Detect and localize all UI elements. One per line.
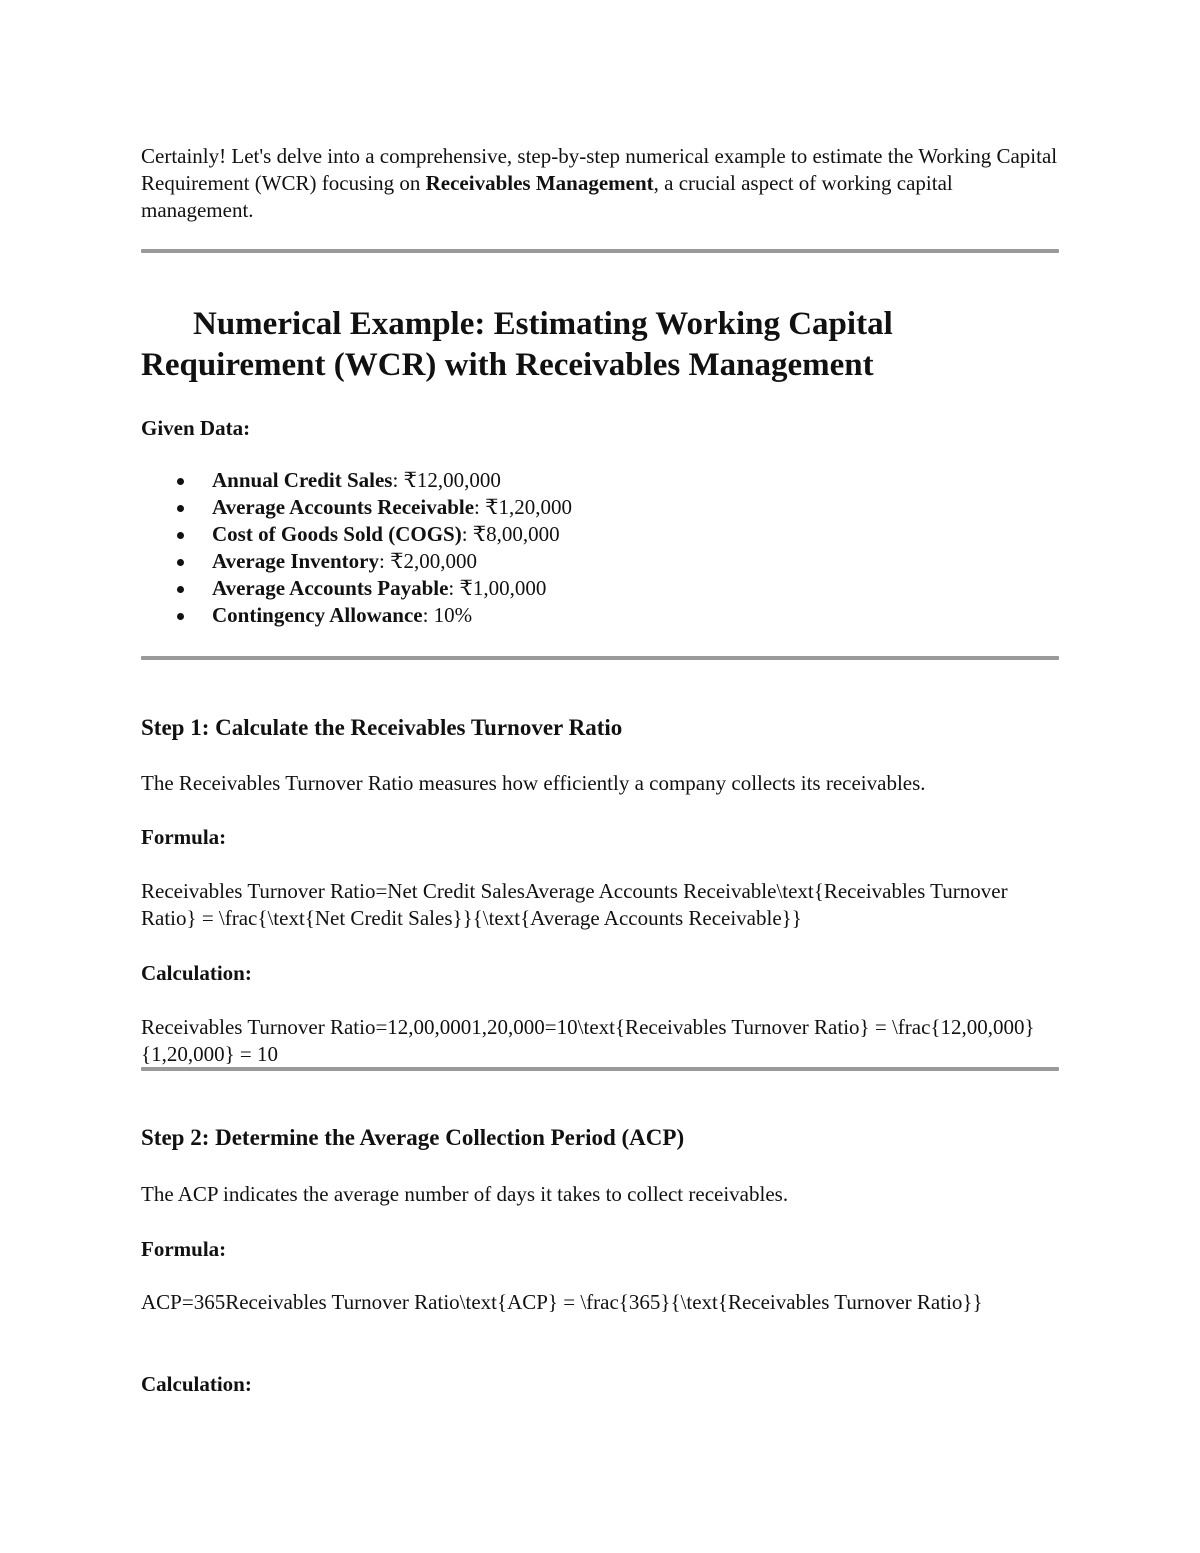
intro-text-before: Certainly! Let's delve into a comprehensive, step-by-step numerical example to estimate the Working Capital Requirement (WCR) focusing on — [141, 144, 1058, 195]
list-item — [141, 575, 572, 602]
bullet-icon — [177, 478, 184, 485]
step2-calculation-label: Calculation: — [141, 1372, 252, 1396]
step1-calculation: Receivables Turnover Ratio=12,00,0001,20,000=10\text{Receivables Turnover Ratio} = \frac{12,00,000}{1,20,000} = 10 — [141, 1015, 1035, 1066]
list-item-value: : 10% — [422, 603, 473, 627]
given-data-list — [141, 467, 572, 629]
bullet-icon — [177, 559, 184, 566]
list-item-value: : ₹1,20,000 — [474, 495, 572, 519]
horizontal-rule — [141, 656, 1059, 660]
step2-description: The ACP indicates the average number of days it takes to collect receivables. — [141, 1182, 789, 1206]
given-data-heading: Given Data: — [141, 416, 251, 440]
list-item-label: Annual Credit Sales — [212, 468, 393, 492]
list-item-label: Contingency Allowance — [212, 603, 423, 627]
list-item-value: : ₹12,00,000 — [392, 468, 501, 492]
page-title: Numerical Example: Estimating Working Capital Requirement (WCR) with Receivables Management — [141, 306, 893, 383]
horizontal-rule — [141, 1067, 1059, 1071]
list-item-value: : ₹1,00,000 — [448, 576, 547, 600]
bullet-icon — [177, 586, 184, 593]
list-item-value: : ₹2,00,000 — [379, 549, 477, 573]
intro-bold-term: Receivables Management — [425, 171, 654, 195]
intro-paragraph — [141, 143, 1061, 224]
intro-text-after: , a crucial aspect of working capital management. — [141, 171, 953, 222]
horizontal-rule — [141, 249, 1059, 253]
step2-formula-label: Formula: — [141, 1237, 227, 1261]
bullet-icon — [177, 505, 184, 512]
list-item — [141, 602, 572, 629]
list-item-label: Average Accounts Receivable — [212, 495, 475, 519]
list-item — [141, 494, 572, 521]
list-item-label: Average Inventory — [212, 549, 379, 573]
list-item-value: : ₹8,00,000 — [461, 522, 560, 546]
list-item — [141, 467, 572, 494]
list-item-label: Cost of Goods Sold (COGS) — [212, 522, 462, 546]
step1-formula: Receivables Turnover Ratio=Net Credit SalesAverage Accounts Receivable\text{Receivables Turnover Ratio} = \frac{\text{Net Credit Sales}}{\text{Average Accounts Receivable}} — [141, 879, 1008, 930]
bullet-icon — [177, 532, 184, 539]
bullet-icon — [177, 613, 184, 620]
step2-heading: Step 2: Determine the Average Collection Period (ACP) — [141, 1125, 685, 1150]
list-item — [141, 548, 572, 575]
list-item-label: Average Accounts Payable — [212, 576, 449, 600]
list-item — [141, 521, 572, 548]
step1-formula-label: Formula: — [141, 825, 227, 849]
step1-description: The Receivables Turnover Ratio measures how efficiently a company collects its receivables. — [141, 771, 926, 795]
step1-heading: Step 1: Calculate the Receivables Turnover Ratio — [141, 715, 623, 740]
step2-formula: ACP=365Receivables Turnover Ratio\text{ACP} = \frac{365}{\text{Receivables Turnover Ratio}} — [141, 1290, 983, 1314]
step1-calculation-label: Calculation: — [141, 961, 252, 985]
